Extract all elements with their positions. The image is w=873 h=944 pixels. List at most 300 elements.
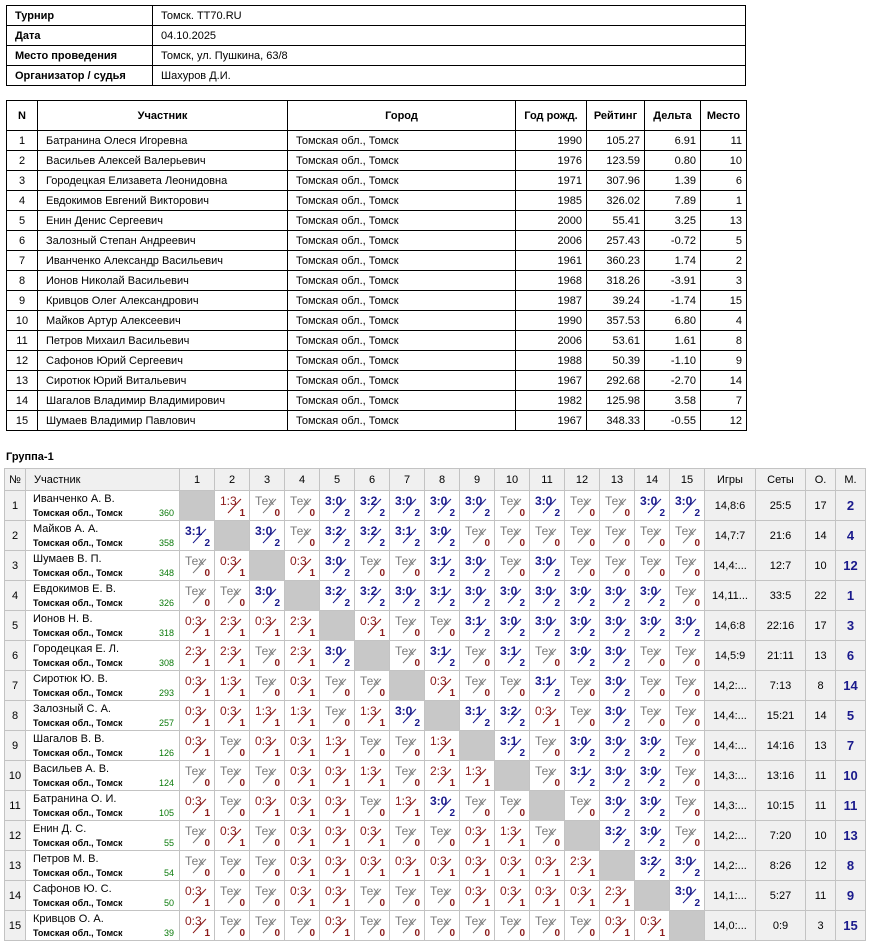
grid-row-num: 6 bbox=[5, 641, 26, 671]
match-result bbox=[320, 671, 355, 701]
grid-points: 11 bbox=[806, 761, 836, 791]
match-score: Тех bbox=[535, 734, 555, 748]
grid-row bbox=[5, 701, 866, 731]
match-points: 0 bbox=[589, 568, 595, 579]
info-value: 04.10.2025 bbox=[153, 26, 746, 46]
grid-row bbox=[5, 851, 866, 881]
match-result bbox=[320, 881, 355, 911]
grid-self-cell bbox=[600, 851, 635, 881]
match-points: 0 bbox=[449, 628, 455, 639]
grid-row-num: 12 bbox=[5, 821, 26, 851]
match-points: 1 bbox=[554, 718, 560, 729]
match-score: 0:3 bbox=[325, 854, 342, 868]
match-result bbox=[460, 851, 495, 881]
match-points: 0 bbox=[694, 808, 700, 819]
match-points: 2 bbox=[659, 778, 665, 789]
match-result bbox=[565, 551, 600, 581]
match-result bbox=[215, 851, 250, 881]
match-points: 2 bbox=[589, 778, 595, 789]
match-points: 2 bbox=[449, 538, 455, 549]
match-score: 1:3 bbox=[290, 704, 307, 718]
match-score: Тех bbox=[290, 494, 310, 508]
match-points: 0 bbox=[694, 778, 700, 789]
match-result bbox=[180, 581, 215, 611]
match-points: 0 bbox=[274, 928, 280, 939]
match-result bbox=[250, 911, 285, 941]
grid-games: 14,2:... bbox=[705, 851, 756, 881]
participant-number: 12 bbox=[7, 351, 38, 371]
participants-header-cell: Год рожд. bbox=[516, 101, 587, 131]
grid-row-num: 13 bbox=[5, 851, 26, 881]
participant-place: 6 bbox=[701, 171, 747, 191]
match-result bbox=[320, 761, 355, 791]
match-score: 1:3 bbox=[255, 704, 272, 718]
match-result bbox=[285, 611, 320, 641]
match-result bbox=[285, 731, 320, 761]
participant-place: 13 bbox=[701, 211, 747, 231]
grid-place: 3 bbox=[836, 611, 866, 641]
match-result bbox=[355, 581, 390, 611]
participant-delta: -1.10 bbox=[645, 351, 701, 371]
match-result bbox=[495, 881, 530, 911]
grid-row bbox=[5, 611, 866, 641]
match-result bbox=[565, 761, 600, 791]
participants-header-cell: Город bbox=[288, 101, 516, 131]
match-score: 3:0 bbox=[500, 584, 518, 598]
match-score: Тех bbox=[290, 914, 310, 928]
grid-sets: 25:5 bbox=[756, 491, 806, 521]
match-points: 0 bbox=[379, 898, 385, 909]
grid-place: 9 bbox=[836, 881, 866, 911]
participant-number: 3 bbox=[7, 171, 38, 191]
match-points: 0 bbox=[519, 808, 525, 819]
match-result bbox=[600, 701, 635, 731]
grid-sets: 21:11 bbox=[756, 641, 806, 671]
grid-place: 4 bbox=[836, 521, 866, 551]
match-points: 2 bbox=[449, 568, 455, 579]
match-result bbox=[285, 851, 320, 881]
match-result bbox=[425, 551, 460, 581]
match-points: 1 bbox=[204, 898, 210, 909]
match-points: 0 bbox=[274, 868, 280, 879]
match-score: Тех bbox=[500, 914, 520, 928]
grid-row-num: 3 bbox=[5, 551, 26, 581]
match-result bbox=[285, 791, 320, 821]
participant-delta: 0.80 bbox=[645, 151, 701, 171]
match-score: Тех bbox=[185, 854, 205, 868]
match-score: Тех bbox=[640, 704, 660, 718]
match-points: 2 bbox=[379, 598, 385, 609]
match-points: 1 bbox=[484, 868, 490, 879]
match-result bbox=[565, 701, 600, 731]
participant-place: 12 bbox=[701, 411, 747, 431]
player-rating: 326 bbox=[158, 598, 174, 608]
match-result bbox=[460, 581, 495, 611]
participant-row bbox=[7, 231, 747, 251]
participant-delta: 1.74 bbox=[645, 251, 701, 271]
match-score: 3:1 bbox=[465, 704, 483, 718]
grid-row bbox=[5, 581, 866, 611]
grid-games: 14,8:6 bbox=[705, 491, 756, 521]
match-result bbox=[390, 911, 425, 941]
participant-number: 7 bbox=[7, 251, 38, 271]
player-rating: 358 bbox=[158, 538, 174, 548]
match-points: 1 bbox=[554, 868, 560, 879]
grid-player bbox=[26, 731, 180, 761]
tournament-info-table bbox=[6, 5, 746, 86]
match-score: 3:0 bbox=[255, 524, 273, 538]
player-city: Томская обл., Томск bbox=[33, 808, 123, 818]
participant-birth-year: 1961 bbox=[516, 251, 587, 271]
match-result bbox=[460, 521, 495, 551]
match-score: 3:0 bbox=[640, 584, 658, 598]
match-score: 0:3 bbox=[185, 884, 202, 898]
participant-delta: 6.91 bbox=[645, 131, 701, 151]
participant-birth-year: 1987 bbox=[516, 291, 587, 311]
match-points: 0 bbox=[554, 778, 560, 789]
match-result bbox=[250, 761, 285, 791]
match-points: 1 bbox=[379, 628, 385, 639]
match-result bbox=[670, 581, 705, 611]
match-score: 3:1 bbox=[430, 644, 448, 658]
match-points: 2 bbox=[344, 538, 350, 549]
player-rating: 257 bbox=[158, 718, 174, 728]
match-result bbox=[495, 791, 530, 821]
match-result bbox=[635, 581, 670, 611]
grid-row-num: 7 bbox=[5, 671, 26, 701]
grid-sets: 5:27 bbox=[756, 881, 806, 911]
match-result bbox=[355, 521, 390, 551]
match-points: 0 bbox=[694, 688, 700, 699]
match-points: 0 bbox=[414, 658, 420, 669]
participant-number: 6 bbox=[7, 231, 38, 251]
grid-header-opponent: 1 bbox=[180, 469, 215, 491]
match-result bbox=[180, 521, 215, 551]
grid-self-cell bbox=[460, 731, 495, 761]
match-points: 2 bbox=[414, 508, 420, 519]
player-name: Шумаев В. П. bbox=[33, 553, 102, 565]
participant-city: Томская обл., Томск bbox=[288, 131, 516, 151]
match-points: 0 bbox=[554, 838, 560, 849]
match-score: 3:0 bbox=[430, 494, 448, 508]
grid-header-name: Участник bbox=[26, 469, 180, 491]
grid-row bbox=[5, 731, 866, 761]
match-score: 2:3 bbox=[430, 764, 447, 778]
match-result bbox=[390, 821, 425, 851]
match-score: 3:0 bbox=[605, 584, 623, 598]
player-city: Томская обл., Томск bbox=[33, 868, 123, 878]
match-score: Тех bbox=[640, 524, 660, 538]
player-city: Томская обл., Томск bbox=[33, 628, 123, 638]
participant-rating: 326.02 bbox=[587, 191, 645, 211]
match-points: 1 bbox=[449, 748, 455, 759]
grid-row-num: 1 bbox=[5, 491, 26, 521]
match-result bbox=[530, 731, 565, 761]
grid-points: 10 bbox=[806, 551, 836, 581]
match-points: 2 bbox=[344, 568, 350, 579]
participant-row bbox=[7, 131, 747, 151]
match-points: 1 bbox=[379, 718, 385, 729]
grid-row-num: 5 bbox=[5, 611, 26, 641]
match-points: 0 bbox=[554, 538, 560, 549]
match-result bbox=[320, 851, 355, 881]
player-city: Томская обл., Томск bbox=[33, 538, 123, 548]
grid-place: 7 bbox=[836, 731, 866, 761]
match-points: 2 bbox=[449, 598, 455, 609]
match-points: 1 bbox=[204, 748, 210, 759]
match-result bbox=[670, 881, 705, 911]
participants-header-row bbox=[7, 101, 747, 131]
match-result bbox=[670, 791, 705, 821]
match-score: Тех bbox=[465, 914, 485, 928]
match-score: Тех bbox=[675, 644, 695, 658]
match-result bbox=[635, 821, 670, 851]
match-result bbox=[390, 551, 425, 581]
match-score: 3:0 bbox=[570, 644, 588, 658]
grid-self-cell bbox=[635, 881, 670, 911]
participant-row bbox=[7, 271, 747, 291]
match-result bbox=[565, 851, 600, 881]
match-points: 0 bbox=[589, 928, 595, 939]
match-result bbox=[215, 611, 250, 641]
match-result bbox=[635, 791, 670, 821]
match-points: 0 bbox=[414, 628, 420, 639]
match-result bbox=[215, 491, 250, 521]
match-result bbox=[180, 641, 215, 671]
match-score: 0:3 bbox=[255, 794, 272, 808]
grid-place: 8 bbox=[836, 851, 866, 881]
match-result bbox=[530, 761, 565, 791]
match-points: 0 bbox=[309, 508, 315, 519]
grid-player bbox=[26, 821, 180, 851]
match-points: 0 bbox=[449, 838, 455, 849]
match-result bbox=[600, 911, 635, 941]
match-score: Тех bbox=[255, 854, 275, 868]
match-score: 0:3 bbox=[290, 824, 307, 838]
match-points: 0 bbox=[204, 868, 210, 879]
participant-city: Томская обл., Томск bbox=[288, 191, 516, 211]
player-city: Томская обл., Томск bbox=[33, 748, 123, 758]
match-result bbox=[670, 611, 705, 641]
grid-player bbox=[26, 491, 180, 521]
grid-header-row bbox=[5, 469, 866, 491]
participant-name: Ионов Николай Васильевич bbox=[38, 271, 288, 291]
match-points: 2 bbox=[659, 628, 665, 639]
match-result bbox=[425, 611, 460, 641]
match-points: 0 bbox=[239, 748, 245, 759]
match-score: 3:1 bbox=[500, 644, 518, 658]
grid-place: 15 bbox=[836, 911, 866, 941]
player-name: Залозный С. А. bbox=[33, 703, 111, 715]
match-result bbox=[390, 581, 425, 611]
match-points: 1 bbox=[344, 928, 350, 939]
participant-city: Томская обл., Томск bbox=[288, 311, 516, 331]
match-result bbox=[495, 671, 530, 701]
participant-row bbox=[7, 331, 747, 351]
match-score: 3:0 bbox=[430, 794, 448, 808]
match-score: 3:2 bbox=[605, 824, 623, 838]
match-result bbox=[495, 491, 530, 521]
match-points: 1 bbox=[239, 838, 245, 849]
match-result bbox=[635, 851, 670, 881]
match-score: 0:3 bbox=[430, 854, 447, 868]
match-points: 0 bbox=[449, 898, 455, 909]
match-points: 1 bbox=[309, 718, 315, 729]
match-points: 0 bbox=[589, 538, 595, 549]
participants-header-cell: Участник bbox=[38, 101, 288, 131]
match-score: 0:3 bbox=[290, 794, 307, 808]
match-score: 3:1 bbox=[430, 554, 448, 568]
participant-row bbox=[7, 251, 747, 271]
match-result bbox=[215, 641, 250, 671]
match-score: Тех bbox=[535, 644, 555, 658]
match-score: 3:0 bbox=[535, 614, 553, 628]
match-score: 3:0 bbox=[605, 764, 623, 778]
match-result bbox=[320, 701, 355, 731]
group-results-grid bbox=[4, 468, 866, 941]
match-points: 2 bbox=[379, 508, 385, 519]
grid-header-opponent: 9 bbox=[460, 469, 495, 491]
match-points: 2 bbox=[484, 508, 490, 519]
match-score: Тех bbox=[220, 584, 240, 598]
player-name: Иванченко А. В. bbox=[33, 493, 115, 505]
match-result bbox=[250, 881, 285, 911]
participant-rating: 105.27 bbox=[587, 131, 645, 151]
match-result bbox=[530, 641, 565, 671]
match-result bbox=[460, 911, 495, 941]
match-score: 1:3 bbox=[220, 674, 237, 688]
match-score: Тех bbox=[325, 674, 345, 688]
info-row bbox=[7, 46, 746, 66]
match-points: 1 bbox=[519, 868, 525, 879]
match-result bbox=[425, 881, 460, 911]
match-points: 2 bbox=[694, 508, 700, 519]
match-points: 1 bbox=[204, 628, 210, 639]
match-result bbox=[495, 701, 530, 731]
participant-city: Томская обл., Томск bbox=[288, 351, 516, 371]
match-result bbox=[320, 731, 355, 761]
match-points: 0 bbox=[379, 928, 385, 939]
player-name: Енин Д. С. bbox=[33, 823, 87, 835]
match-points: 1 bbox=[484, 838, 490, 849]
match-points: 0 bbox=[239, 598, 245, 609]
grid-player bbox=[26, 761, 180, 791]
player-name: Шагалов В. В. bbox=[33, 733, 105, 745]
participant-number: 2 bbox=[7, 151, 38, 171]
participants-header-cell: Место bbox=[701, 101, 747, 131]
participant-city: Томская обл., Томск bbox=[288, 251, 516, 271]
match-points: 1 bbox=[204, 718, 210, 729]
match-score: 0:3 bbox=[465, 854, 482, 868]
grid-sets: 14:16 bbox=[756, 731, 806, 761]
grid-self-cell bbox=[390, 671, 425, 701]
match-score: 3:0 bbox=[430, 524, 448, 538]
grid-player bbox=[26, 581, 180, 611]
match-points: 0 bbox=[239, 778, 245, 789]
grid-games: 14,6:8 bbox=[705, 611, 756, 641]
match-result bbox=[250, 821, 285, 851]
grid-self-cell bbox=[565, 821, 600, 851]
match-score: 3:0 bbox=[675, 854, 693, 868]
match-score: Тех bbox=[185, 554, 205, 568]
match-score: 0:3 bbox=[535, 884, 552, 898]
match-result bbox=[600, 821, 635, 851]
info-row bbox=[7, 26, 746, 46]
participant-number: 13 bbox=[7, 371, 38, 391]
match-points: 2 bbox=[624, 778, 630, 789]
participant-delta: -2.70 bbox=[645, 371, 701, 391]
match-score: 3:0 bbox=[605, 614, 623, 628]
match-result bbox=[320, 911, 355, 941]
match-points: 2 bbox=[554, 568, 560, 579]
grid-header-opponent: 7 bbox=[390, 469, 425, 491]
grid-points: 12 bbox=[806, 851, 836, 881]
grid-row-num: 15 bbox=[5, 911, 26, 941]
match-points: 1 bbox=[344, 778, 350, 789]
grid-header-place: М. bbox=[836, 469, 866, 491]
participant-rating: 39.24 bbox=[587, 291, 645, 311]
match-result bbox=[635, 761, 670, 791]
match-result bbox=[565, 881, 600, 911]
match-result bbox=[530, 611, 565, 641]
match-result bbox=[425, 641, 460, 671]
grid-sets: 7:13 bbox=[756, 671, 806, 701]
match-points: 0 bbox=[274, 508, 280, 519]
grid-points: 10 bbox=[806, 821, 836, 851]
participant-birth-year: 1990 bbox=[516, 311, 587, 331]
player-rating: 105 bbox=[158, 808, 174, 818]
match-result bbox=[250, 641, 285, 671]
match-score: 0:3 bbox=[535, 704, 552, 718]
match-score: Тех bbox=[395, 554, 415, 568]
match-score: Тех bbox=[570, 794, 590, 808]
match-result bbox=[180, 731, 215, 761]
match-result bbox=[250, 731, 285, 761]
match-result bbox=[670, 521, 705, 551]
match-result bbox=[460, 791, 495, 821]
grid-self-cell bbox=[285, 581, 320, 611]
match-score: 0:3 bbox=[220, 824, 237, 838]
match-points: 1 bbox=[274, 628, 280, 639]
participant-rating: 125.98 bbox=[587, 391, 645, 411]
grid-points: 11 bbox=[806, 791, 836, 821]
match-result bbox=[390, 731, 425, 761]
participant-number: 9 bbox=[7, 291, 38, 311]
match-result bbox=[600, 551, 635, 581]
match-result bbox=[250, 611, 285, 641]
match-score: 3:0 bbox=[675, 884, 693, 898]
match-result bbox=[635, 641, 670, 671]
participant-birth-year: 1985 bbox=[516, 191, 587, 211]
match-points: 0 bbox=[309, 928, 315, 939]
grid-points: 3 bbox=[806, 911, 836, 941]
match-points: 0 bbox=[554, 928, 560, 939]
match-result bbox=[215, 881, 250, 911]
match-result bbox=[390, 491, 425, 521]
match-result bbox=[670, 551, 705, 581]
match-score: Тех bbox=[675, 794, 695, 808]
match-points: 1 bbox=[379, 868, 385, 879]
match-result bbox=[670, 731, 705, 761]
grid-place: 11 bbox=[836, 791, 866, 821]
match-result bbox=[635, 731, 670, 761]
participant-name: Кривцов Олег Александрович bbox=[38, 291, 288, 311]
grid-player bbox=[26, 881, 180, 911]
match-score: 3:0 bbox=[570, 734, 588, 748]
grid-place: 14 bbox=[836, 671, 866, 701]
match-points: 2 bbox=[519, 628, 525, 639]
match-score: 2:3 bbox=[185, 644, 202, 658]
